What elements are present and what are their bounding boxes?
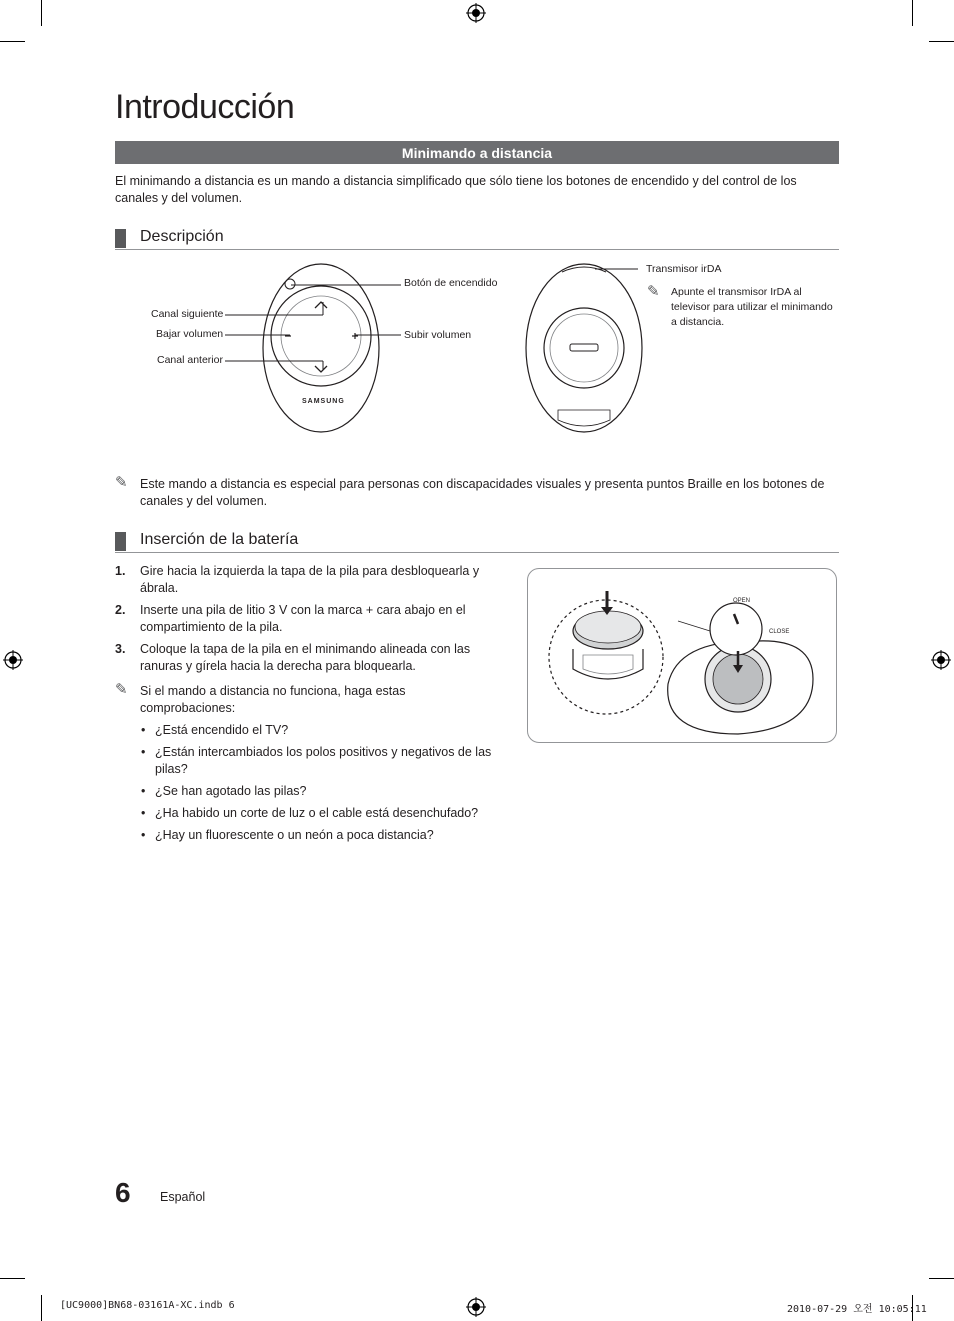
page-title: Introducción <box>115 88 295 126</box>
section-heading-battery <box>115 530 839 553</box>
heading-text: Descripción <box>140 228 224 245</box>
list-item: • ¿Está encendido el TV? <box>141 723 289 737</box>
page-language: Español <box>160 1190 206 1204</box>
label-power-button: Botón de encendido <box>404 277 498 289</box>
crop-mark <box>0 1278 25 1279</box>
leader-lines <box>225 270 405 390</box>
troubleshoot-note: Si el mando a distancia no funciona, haga estas comprobaciones: <box>140 684 406 715</box>
pencil-note-icon: ✎ <box>115 681 128 698</box>
crop-mark <box>912 0 913 26</box>
battery-insertion-illustration <box>528 569 838 744</box>
crop-mark <box>929 1278 954 1279</box>
irda-note: Apunte el transmisor IrDA al televisor para utilizar el minimando a distancia. <box>671 286 833 328</box>
label-open: OPEN <box>733 598 751 604</box>
list-item: • ¿Se han agotado las pilas? <box>141 784 307 798</box>
registration-mark-icon <box>931 650 951 670</box>
crop-mark <box>929 41 954 42</box>
list-item: 3. Coloque la tapa de la pila en el minimando alineada con las ranuras y gírela hacia la derecha para bloquearla. <box>115 642 471 673</box>
leader-line-irda <box>595 265 640 273</box>
list-item: 2. Inserte una pila de litio 3 V con la marca + cara abajo en el compartimiento de la pila. <box>115 603 466 634</box>
label-next-channel: Canal siguiente <box>151 308 224 320</box>
list-item: 1. Gire hacia la izquierda la tapa de la pila para desbloquearla y ábrala. <box>115 564 480 595</box>
battery-figure-frame <box>527 568 837 743</box>
brand-logo: SAMSUNG <box>302 398 345 405</box>
pencil-note-icon: ✎ <box>115 474 128 491</box>
pencil-note-icon: ✎ <box>647 283 660 300</box>
heading-bar <box>115 229 126 248</box>
registration-mark-icon <box>466 1297 486 1317</box>
registration-mark-icon <box>3 650 23 670</box>
checks-list <box>140 722 515 849</box>
registration-mark-icon <box>466 3 486 23</box>
print-timestamp: 2010-07-29 오전 10:05:11 <box>787 1304 927 1315</box>
crop-mark <box>41 0 42 26</box>
list-item: • ¿Ha habido un corte de luz o el cable está desenchufado? <box>141 806 479 820</box>
label-close: CLOSE <box>769 629 790 635</box>
label-volume-up: Subir volumen <box>404 329 472 341</box>
intro-paragraph: El minimando a distancia es un mando a distancia simplificado que sólo tiene los botones de encendido y del control de los canales y del volumen. <box>115 174 797 205</box>
section-heading-description <box>115 227 839 250</box>
label-volume-down: Bajar volumen <box>156 328 224 340</box>
crop-mark <box>41 1295 42 1321</box>
braille-note: Este mando a distancia es especial para personas con discapacidades visuales y presenta puntos Braille en los botones de canales y del volumen. <box>140 477 825 508</box>
heading-bar <box>115 532 126 551</box>
list-item: • ¿Están intercambiados los polos positivos y negativos de las pilas? <box>141 745 492 776</box>
page-number: 6 <box>115 1177 131 1208</box>
label-irda-transmitter: Transmisor irDA <box>646 263 722 275</box>
print-file-info: [UC9000]BN68-03161A-XC.indb 6 <box>60 1300 235 1311</box>
label-prev-channel: Canal anterior <box>157 354 223 366</box>
heading-text: Inserción de la batería <box>140 531 299 548</box>
list-item: • ¿Hay un fluorescente o un neón a poca distancia? <box>141 828 434 842</box>
crop-mark <box>0 41 25 42</box>
remote-back-illustration <box>520 260 648 438</box>
section-banner: Minimando a distancia <box>115 141 839 164</box>
battery-steps-list <box>115 563 510 680</box>
